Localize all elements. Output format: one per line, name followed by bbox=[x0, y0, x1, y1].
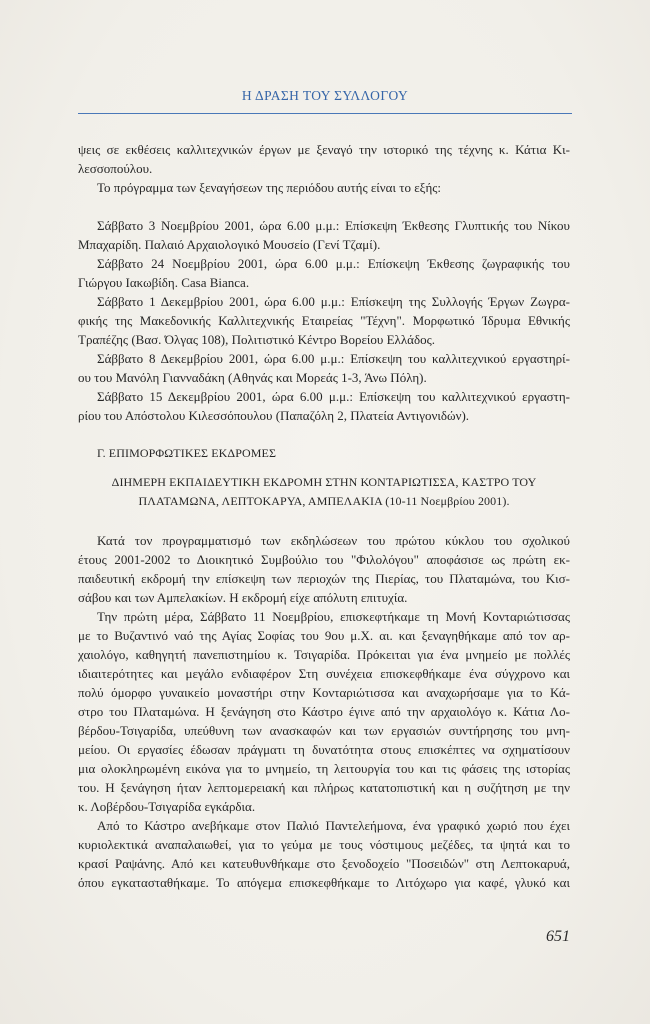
paragraph-line: μείου. Οι εργασίες έδωσαν πράγματι τη δυνατότητα στους επισκέπτες να σχηματίσουν bbox=[78, 742, 570, 757]
trip-title-line: ΠΛΑΤΑΜΩΝΑ, ΛΕΠΤΟΚΑΡΥΑ, ΑΜΠΕΛΑΚΙΑ (10-11 Νοεμβρίου 2001). bbox=[138, 494, 510, 508]
paragraph-line: πολύ όμορφο γυναικείο μοναστήρι στην Κονταριώτισσα και αναχωρήσαμε για το Κά- bbox=[78, 685, 570, 700]
schedule-entry-line: Σάββατο 1 Δεκεμβρίου 2001, ώρα 6.00 μ.μ.: Επίσκεψη της Συλλογής Έργων Ζωγρα- bbox=[97, 294, 570, 309]
tour-schedule bbox=[78, 216, 570, 425]
paragraph-line: κ. Λοβέρδου-Τσιγαρίδα εγκάρδια. bbox=[78, 799, 256, 814]
paragraph-line: λεσσοπούλου. bbox=[78, 161, 153, 176]
schedule-entry-line: Σάββατο 24 Νοεμβρίου 2001, ώρα 6.00 μ.μ.: Επίσκεψη Έκθεσης ζωγραφικής του bbox=[97, 256, 570, 271]
schedule-intro: Το πρόγραμμα των ξεναγήσεων της περιόδου αυτής είναι το εξής: bbox=[97, 180, 442, 195]
trip-paragraph bbox=[78, 531, 570, 607]
paragraph-line: κρασί Ραψάνης. Από κει κατευθυνθήκαμε στο ξενοδοχείο "Ποσειδών" στη Λεπτοκαρυά, bbox=[78, 856, 570, 871]
trip-title-line: ΔΙΗΜΕΡΗ ΕΚΠΑΙΔΕΥΤΙΚΗ ΕΚΔΡΟΜΗ ΣΤΗΝ ΚΟΝΤΑΡΙΩΤΙΣΣΑ, ΚΑΣΤΡΟ ΤΟΥ bbox=[111, 475, 537, 489]
schedule-entry-line: Σάββατο 3 Νοεμβρίου 2001, ώρα 6.00 μ.μ.: Επίσκεψη Έκθεσης Γλυπτικής του Νίκου bbox=[97, 218, 570, 233]
schedule-entry-line: ρίου του Απόστολου Κιλεσσόπουλου (Παπαζόλη 2, Πλατεία Αντιγονιδών). bbox=[78, 408, 470, 423]
paragraph-line: Κατά τον προγραμματισμό των εκδηλώσεων του πρώτου κύκλου του σχολικού bbox=[97, 533, 570, 548]
running-title: Η ΔΡΑΣΗ ΤΟΥ ΣΥΛΛΟΓΟΥ bbox=[241, 88, 409, 103]
schedule-entry-line: Τραπέζης (Βασ. Όλγας 108), Πολιτιστικό Κέντρο Βορείου Ελλάδος. bbox=[78, 332, 435, 347]
header-rule bbox=[78, 113, 572, 114]
paragraph-line: παιδευτική εκδρομή την επίσκεψη των περιοχών της Πιερίας, του Πλαταμώνα, του Κισ- bbox=[78, 571, 570, 586]
trip-report bbox=[78, 531, 570, 892]
paragraph-line: ιδιαιτερότητες και μεγάλο ενδιαφέρον Στη συνέχεια επισκεφθήκαμε ένα σύγχρονο και bbox=[78, 666, 570, 681]
schedule-entry-line: ου του Μανόλη Γιανναδάκη (Αθηνάς και Μορεάς 1-3, Άνω Πόλη). bbox=[78, 370, 427, 385]
schedule-entry bbox=[78, 292, 570, 349]
schedule-entry bbox=[78, 254, 570, 292]
schedule-entry bbox=[78, 216, 570, 254]
paragraph-line: Από το Κάστρο ανεβήκαμε στον Παλιό Παντελεήμονα, ένα γραφικό χωριό που έχει bbox=[97, 818, 570, 833]
paragraph-line: στρο του Πλαταμώνα. Η ξενάγηση στο Κάστρο έγινε από την αρχαιολόγο κ. Κάτια Λο- bbox=[78, 704, 570, 719]
intro-paragraph bbox=[78, 140, 570, 178]
page-body bbox=[78, 140, 570, 892]
trip-title bbox=[78, 473, 570, 511]
trip-paragraph bbox=[78, 816, 570, 892]
page-number: 651 bbox=[546, 928, 570, 945]
schedule-entry-line: Σάββατο 8 Δεκεμβρίου 2001, ώρα 6.00 μ.μ.: Επίσκεψη του καλλιτεχνικού εργαστηρί- bbox=[97, 351, 570, 366]
paragraph-line: μια ολοκληρωμένη εικόνα για το μνημείο, τη λειτουργία του και τις φάσεις της ιστορίας bbox=[78, 761, 570, 776]
paragraph-line: με το Βυζαντινό ναό της Αγίας Σοφίας του 9ου μ.Χ. αι. και ξεναγηθήκαμε από τον αρ- bbox=[78, 628, 570, 643]
paragraph-line: του. Η ξενάγηση ήταν λεπτομερειακή και πλήρως κατατοπιστική και η συζήτηση με την bbox=[78, 780, 570, 795]
paragraph-line: βέρδου-Τσιγαρίδα, υπεύθυνη των ανασκαφών και των εργασιών συντήρησης του μνη- bbox=[78, 723, 570, 738]
trip-paragraph bbox=[78, 607, 570, 816]
paragraph-line: σάβου και των Αμπελακίων. Η εκδρομή είχε απόλυτη επιτυχία. bbox=[78, 590, 408, 605]
paragraph-line: χαιολόγο, καθηγητή πανεπιστημίου κ. Τσιγαρίδα. Πρόκειται για ένα μνημείο με πολλές bbox=[78, 647, 570, 662]
schedule-entry-line: φικής της Μακεδονικής Καλλιτεχνικής Εταιρείας "Τέχνη". Μορφωτικό Ίδρυμα Εθνικής bbox=[78, 313, 570, 328]
section-heading: Γ. ΕΠΙΜΟΡΦΩΤΙΚΕΣ ΕΚΔΡΟΜΕΣ bbox=[97, 446, 277, 460]
paragraph-line: ψεις σε εκθέσεις καλλιτεχνικών έργων με ξεναγό την ιστορικό της τέχνης κ. Κάτια Κι- bbox=[78, 142, 570, 157]
paragraph-line: έτους 2001-2002 το Διοικητικό Συμβούλιο του "Φιλολόγου" αποφάσισε ως πρώτη εκ- bbox=[78, 552, 570, 567]
schedule-entry bbox=[78, 349, 570, 387]
schedule-entry-line: Γιώργου Ιακωβίδη. Casa Bianca. bbox=[78, 275, 250, 290]
schedule-entry-line: Σάββατο 15 Δεκεμβρίου 2001, ώρα 6.00 μ.μ.: Επίσκεψη του καλλιτεχνικού εργαστη- bbox=[97, 389, 570, 404]
schedule-entry-line: Μπαχαρίδη. Παλαιό Αρχαιολογικό Μουσείο (Γενί Τζαμί). bbox=[78, 237, 381, 252]
paragraph-line: Την πρώτη μέρα, Σάββατο 11 Νοεμβρίου, επισκεφτήκαμε τη Μονή Κονταριώτισσας bbox=[97, 609, 570, 624]
schedule-entry bbox=[78, 387, 570, 425]
paragraph-line: όπου εγκατασταθήκαμε. Το απόγεμα επισκεφθήκαμε το Λιτόχωρο για καφέ, γλυκό και bbox=[78, 875, 570, 890]
paragraph-line: κυριολεκτικά αναπαλαιωθεί, για το γεύμα με τους νόστιμους μεζέδες, τα ψητά και το bbox=[78, 837, 570, 852]
